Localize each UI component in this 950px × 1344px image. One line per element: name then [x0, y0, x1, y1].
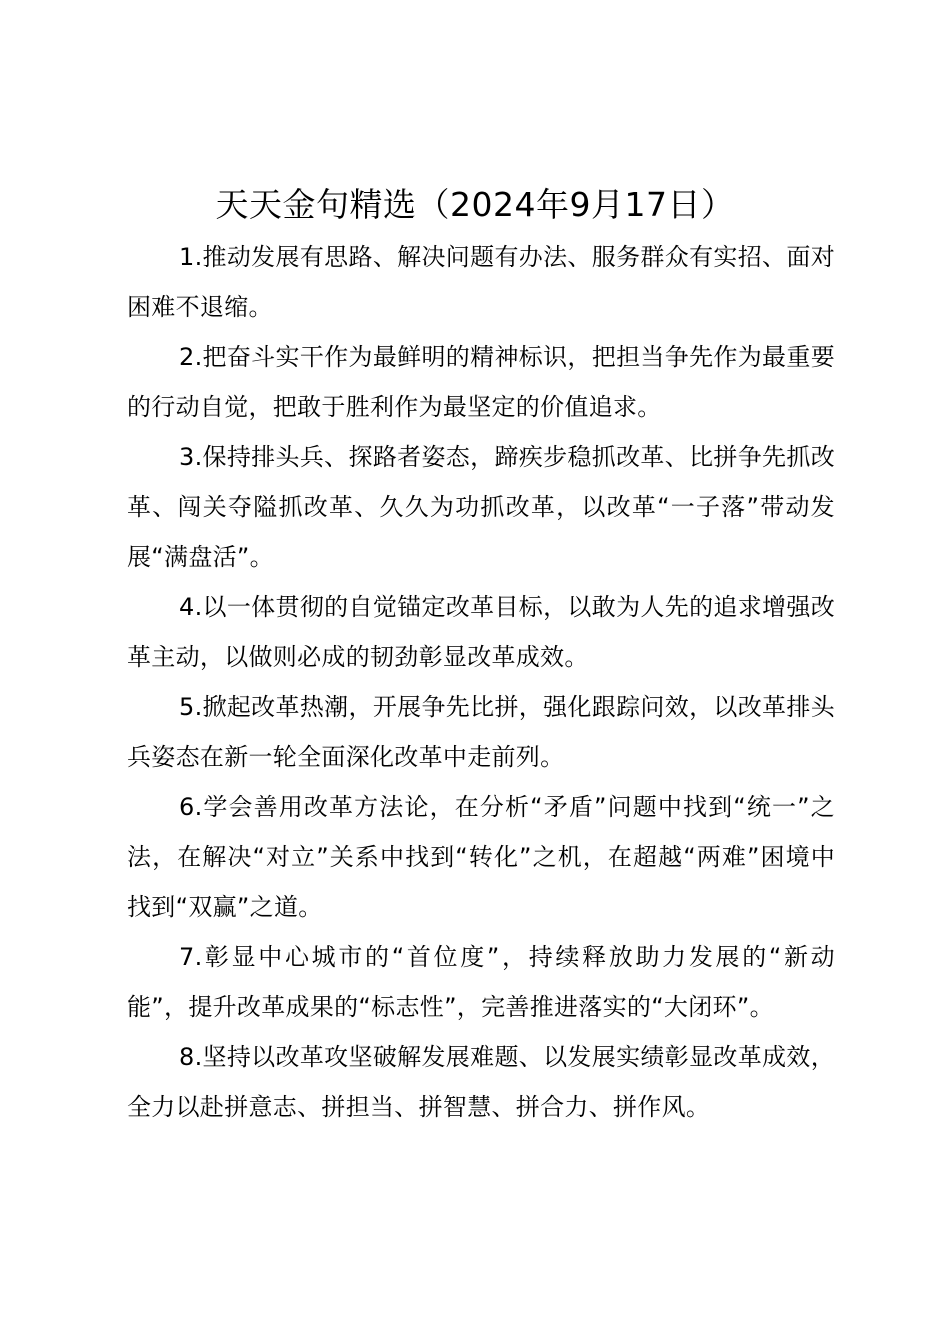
paragraph-1: 1.推动发展有思路、解决问题有办法、服务群众有实招、面对困难不退缩。	[127, 243, 835, 321]
document-title: 天天金句精选（2024年9月17日）	[215, 185, 735, 224]
paragraph-3: 3.保持排头兵、探路者姿态，蹄疾步稳抓改革、比拼争先抓改革、闯关夺隘抓改革、久久为功抓改革，以改革“一子落”带动发展“满盘活”。	[127, 443, 835, 571]
paragraph-6: 6.学会善用改革方法论，在分析“矛盾”问题中找到“统一”之法，在解决“对立”关系中找到“转化”之机，在超越“两难”困境中找到“双赢”之道。	[127, 793, 835, 921]
paragraph-7: 7.彰显中心城市的“首位度”，持续释放助力发展的“新动能”，提升改革成果的“标志性”，完善推进落实的“大闭环”。	[127, 943, 835, 1021]
paragraph-2: 2.把奋斗实干作为最鲜明的精神标识，把担当争先作为最重要的行动自觉，把敢于胜利作为最坚定的价值追求。	[127, 343, 835, 421]
document-body	[127, 232, 835, 1132]
paragraph-5: 5.掀起改革热潮，开展争先比拼，强化跟踪问效，以改革排头兵姿态在新一轮全面深化改革中走前列。	[127, 693, 835, 771]
paragraph-8: 8.坚持以改革攻坚破解发展难题、以发展实绩彰显改革成效，全力以赴拼意志、拼担当、拼智慧、拼合力、拼作风。	[127, 1043, 835, 1121]
paragraph-4: 4.以一体贯彻的自觉锚定改革目标，以敢为人先的追求增强改革主动，以做则必成的韧劲彰显改革成效。	[127, 593, 835, 671]
